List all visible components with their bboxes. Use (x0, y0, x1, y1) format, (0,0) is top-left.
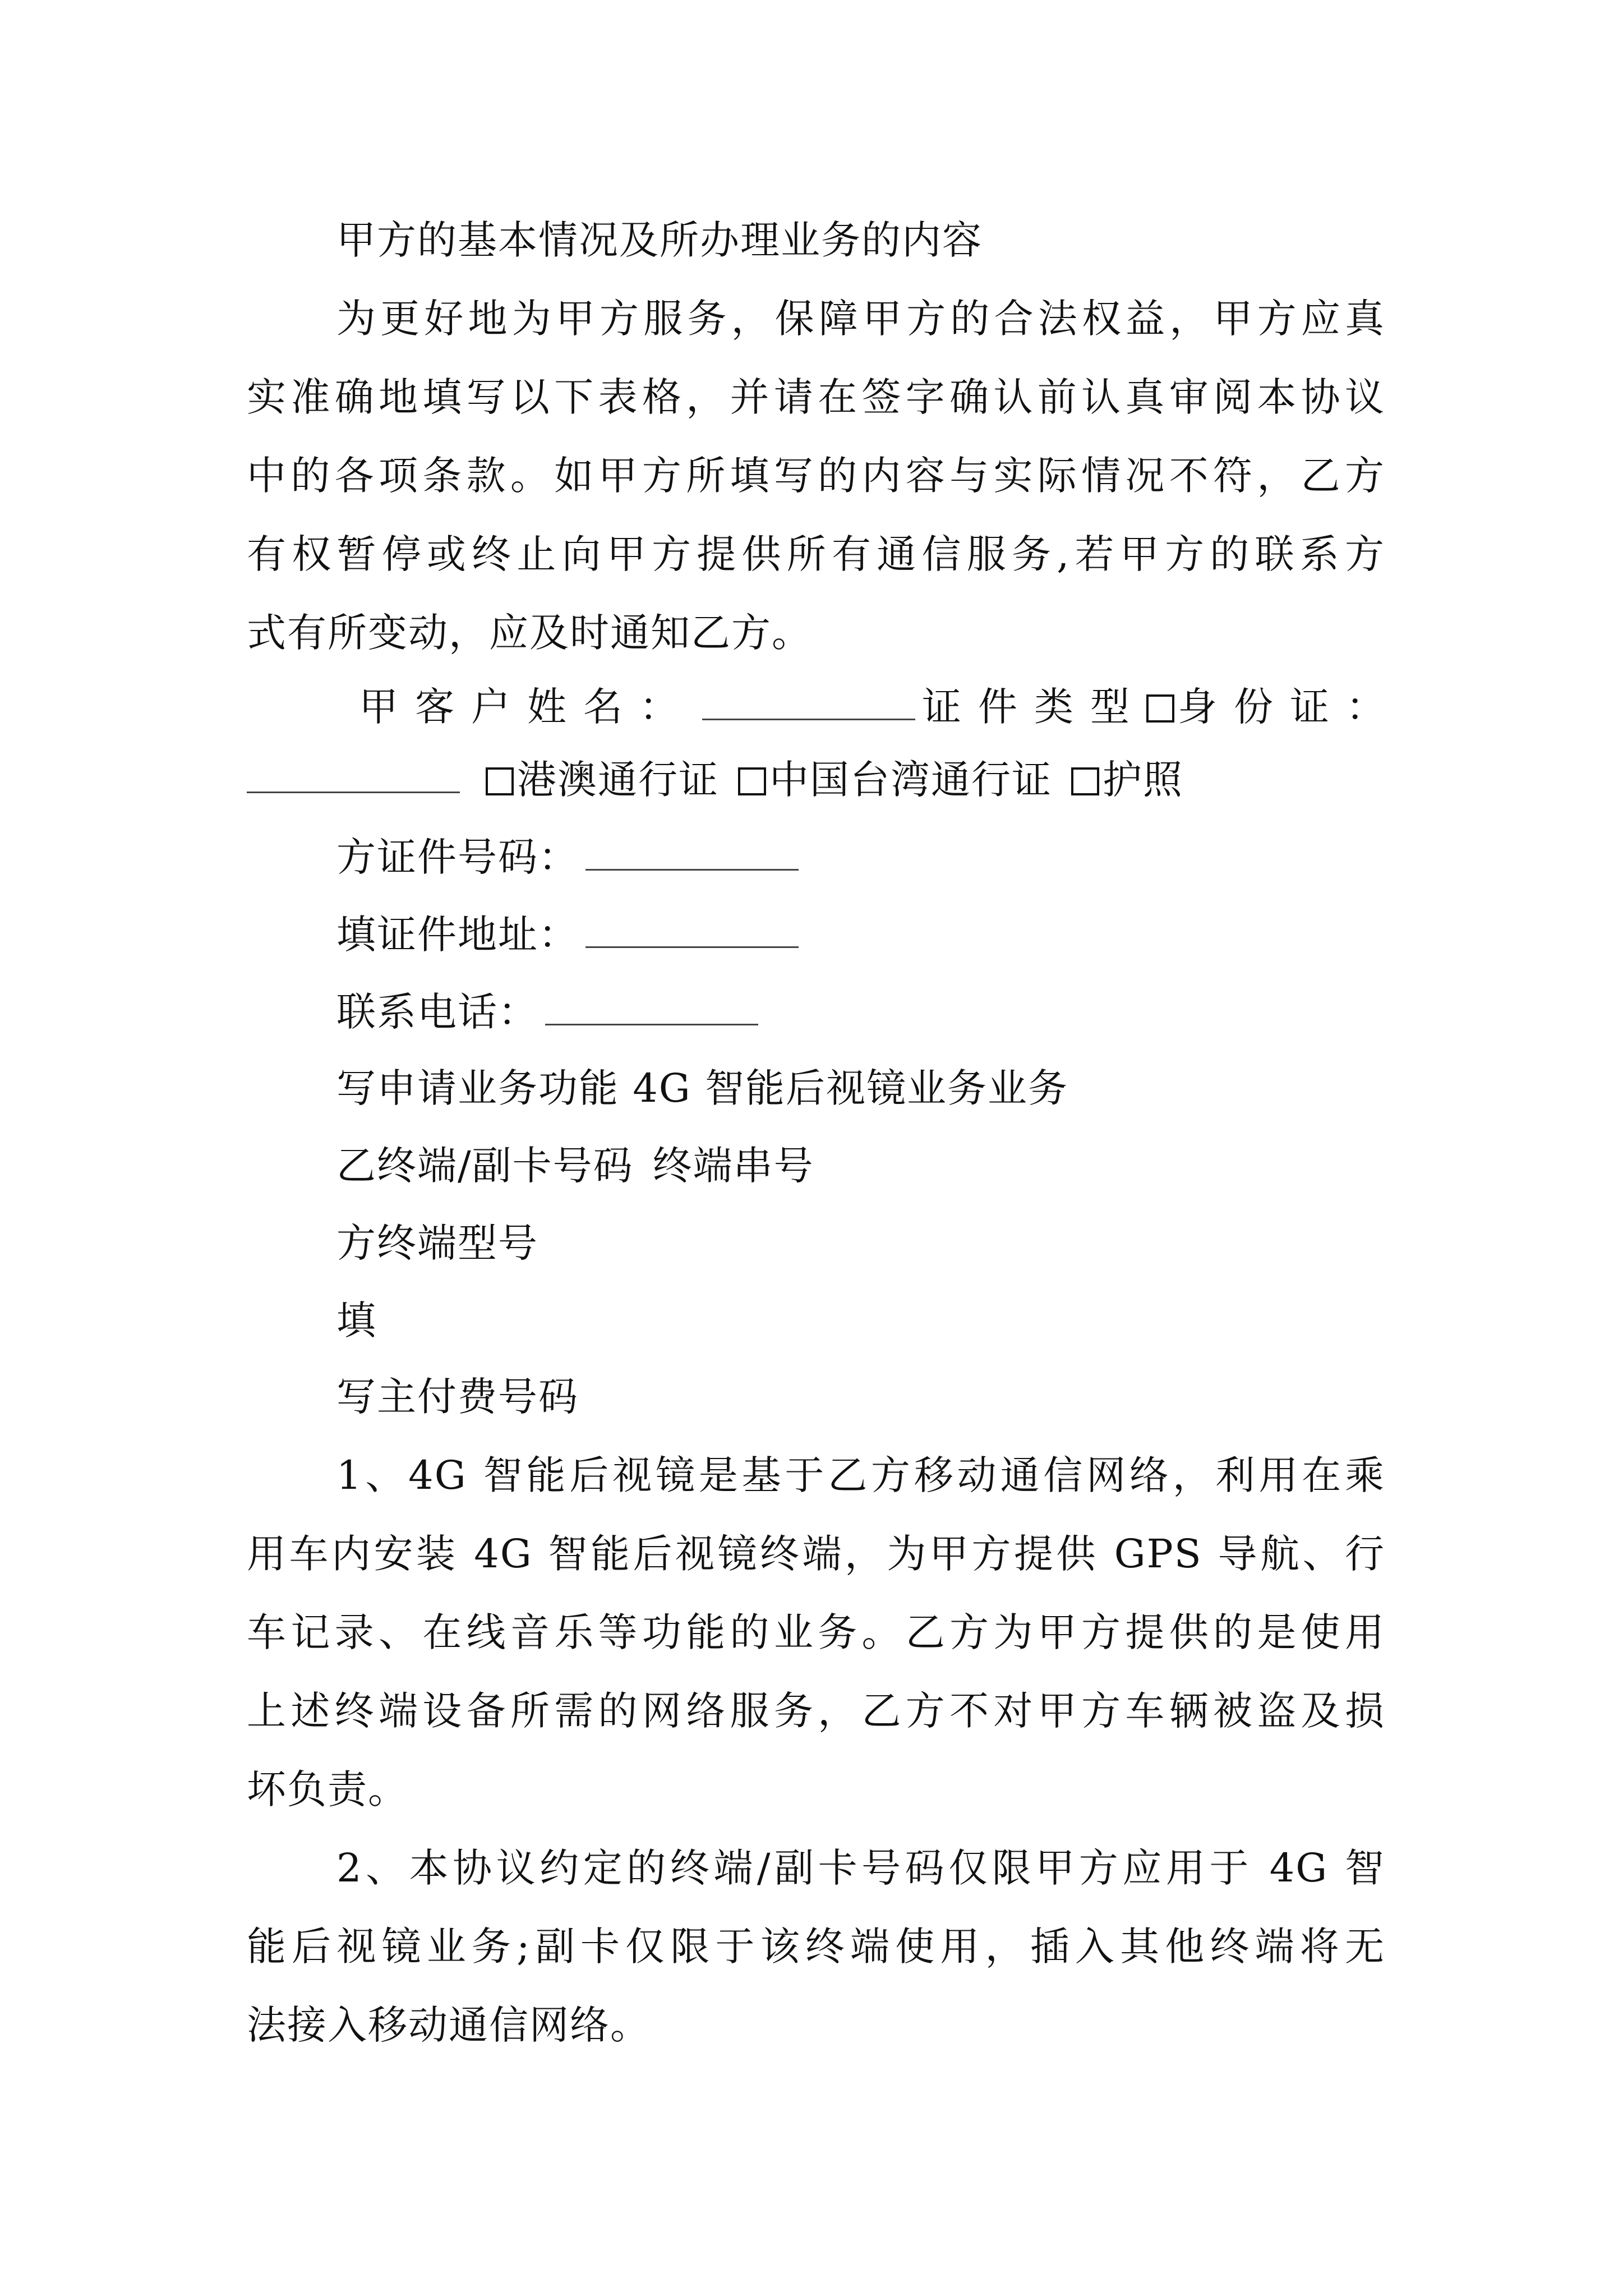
hk-macau-option: 港澳通行证 (517, 757, 719, 803)
fill-label: 填 (336, 1297, 377, 1343)
id-address-row (336, 912, 1385, 957)
terminal-row (336, 1143, 1385, 1188)
intro-line-5: 式有所变动，应及时通知乙方。 (247, 610, 812, 656)
passport-checkbox[interactable] (1071, 767, 1099, 795)
intro-line-1: 为更好地为甲方服务，保障甲方的合法权益，甲方应真 (336, 296, 1385, 342)
intro-line-3: 中的各项条款。如甲方所填写的内容与实际情况不符，乙方 (247, 453, 1385, 499)
customer-name-blank[interactable] (702, 687, 915, 720)
id-number-blank[interactable] (585, 838, 799, 871)
hk-macau-checkbox[interactable] (486, 767, 514, 795)
clause-1-line-2: 用车内安装 4G 智能后视镜终端，为甲方提供 GPS 导航、行 (247, 1531, 1385, 1577)
clause-1-line-1: 1、4G 智能后视镜是基于乙方移动通信网络，利用在乘 (336, 1452, 1385, 1498)
taiwan-checkbox[interactable] (738, 767, 766, 795)
phone-blank[interactable] (545, 992, 758, 1025)
terminal-serial-label: 终端串号 (652, 1143, 814, 1189)
clause-2-line-3: 法接入移动通信网络。 (247, 2002, 651, 2048)
id-number-label: 方证件号码： (336, 834, 579, 880)
service-line: 写申请业务功能 4G 智能后视镜业务业务 (336, 1065, 1068, 1111)
clause-1-line-3: 车记录、在线音乐等功能的业务。乙方为甲方提供的是使用 (247, 1609, 1385, 1655)
id-type-label: 证件类型 (922, 684, 1146, 730)
clause-2-line-1: 2、本协议约定的终端/副卡号码仅限甲方应用于 4G 智 (336, 1845, 1385, 1891)
main-payment-label: 写主付费号码 (336, 1374, 579, 1420)
passport-option: 护照 (1103, 757, 1183, 803)
id-type-options-row (247, 757, 1385, 802)
section-heading: 甲方的基本情况及所办理业务的内容 (336, 217, 983, 263)
id-card-blank[interactable] (247, 760, 460, 793)
terminal-card-label: 乙终端/副卡号码 (336, 1143, 634, 1189)
clause-2-line-2: 能后视镜业务;副卡仅限于该终端使用，插入其他终端将无 (247, 1924, 1385, 1970)
phone-label: 联系电话： (336, 989, 538, 1035)
id-card-checkbox[interactable] (1146, 694, 1174, 723)
clause-1-line-4: 上述终端设备所需的网络服务，乙方不对甲方车辆被盗及损 (247, 1688, 1385, 1734)
clause-1-line-5: 坏负责。 (247, 1766, 408, 1812)
customer-name-label: 甲客户姓名： (359, 684, 695, 730)
intro-line-2: 实准确地填写以下表格，并请在签字确认前认真审阅本协议 (247, 374, 1385, 420)
id-card-option: 身份证： (1178, 684, 1402, 730)
customer-name-row (359, 684, 1402, 730)
taiwan-option: 中国台湾通行证 (769, 757, 1052, 803)
intro-line-4: 有权暂停或终止向甲方提供所有通信服务,若甲方的联系方 (247, 531, 1385, 577)
phone-row (336, 990, 1385, 1034)
id-address-blank[interactable] (585, 915, 799, 948)
id-address-label: 填证件地址： (336, 912, 579, 958)
id-number-row (336, 835, 1385, 880)
terminal-model-label: 方终端型号 (336, 1220, 538, 1266)
